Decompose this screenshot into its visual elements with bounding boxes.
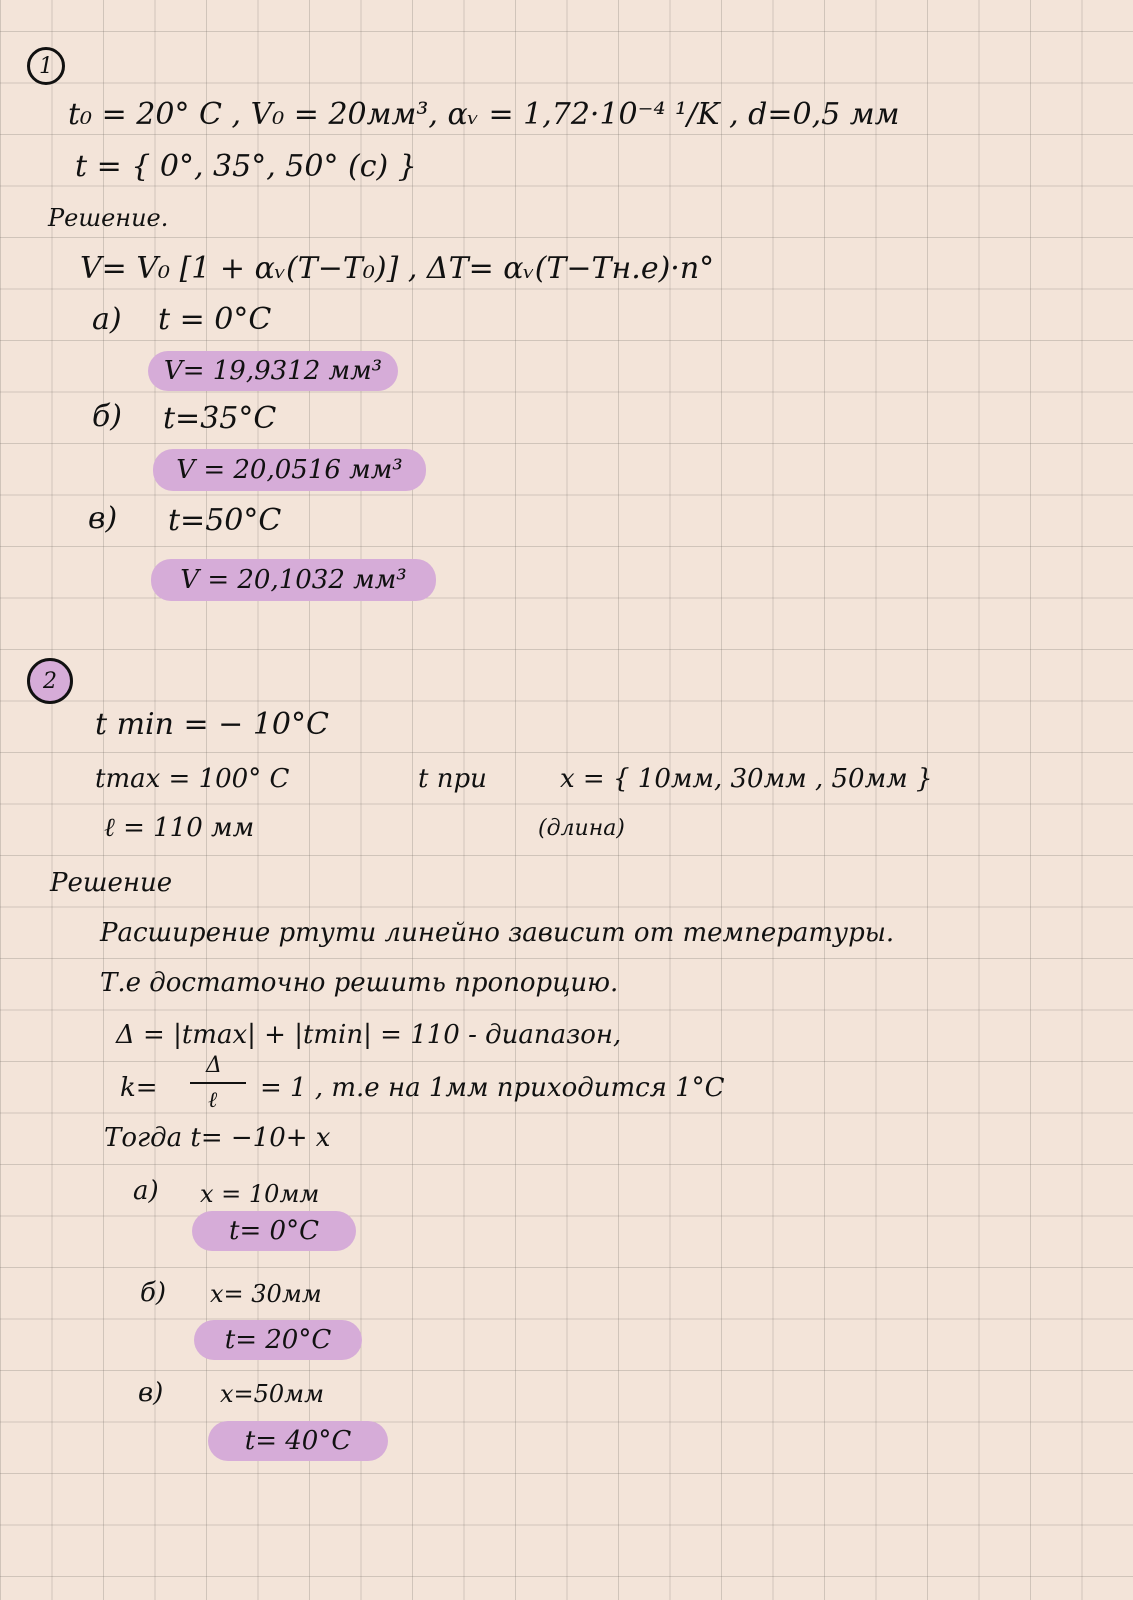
problem-2-k-prefix: k= [120, 1073, 158, 1103]
problem-2-case-c-condition: x=50мм [220, 1380, 324, 1408]
problem-2-case-c-label: в) [138, 1378, 164, 1408]
problem-2-case-b-answer: t= 20°C [194, 1320, 362, 1360]
problem-2-case-b-condition: x= 30мм [210, 1280, 322, 1308]
problem-2-text-line-2: Т.е достаточно решить пропорцию. [100, 968, 619, 998]
problem-1-number-badge [27, 47, 65, 85]
problem-2-t-min: t min = − 10°C [95, 707, 329, 742]
problem-2-length: ℓ = 110 мм [104, 813, 255, 843]
problem-1-case-b-condition: t=35°C [163, 401, 277, 436]
problem-2-delta-line: Δ = |tmax| + |tmin| = 110 - диапазон, [116, 1020, 622, 1050]
problem-2-number: 2 [43, 668, 57, 694]
problem-2-number-badge [27, 658, 73, 704]
problem-1-case-a-answer: V= 19,9312 мм³ [148, 351, 398, 391]
problem-2-k-numerator: Δ [206, 1053, 222, 1078]
problem-1-number: 1 [39, 53, 53, 79]
problem-2-then-line: Тогда t= −10+ x [104, 1123, 331, 1153]
problem-2-x-note: (длина) [538, 816, 625, 841]
problem-2-solution-label: Решение [50, 868, 173, 898]
problem-1-case-c-condition: t=50°C [168, 503, 282, 538]
problem-2-case-a-label: а) [133, 1176, 159, 1206]
problem-1-solution-label: Решение. [48, 204, 169, 232]
problem-1-given-line-2: t = { 0°, 35°, 50° (c) } [75, 149, 417, 184]
problem-1-given-line-1: t₀ = 20° C , V₀ = 20мм³, αᵥ = 1,72·10⁻⁴ ¹/K , d=0,5 мм [68, 97, 900, 132]
problem-2-case-c-answer: t= 40°C [208, 1421, 388, 1461]
problem-2-k-fraction-bar [190, 1082, 246, 1084]
problem-2-case-a-condition: x = 10мм [200, 1180, 320, 1208]
problem-2-case-b-label: б) [140, 1278, 167, 1308]
problem-1-formula: V= V₀ [1 + αᵥ(T−T₀)] , ΔT= αᵥ(T−Tн.е)·n° [80, 251, 715, 286]
problem-2-x-values: x = { 10мм, 30мм , 50мм } [560, 764, 933, 794]
problem-2-text-line-1: Расширение ртути линейно зависит от температуры. [100, 918, 895, 948]
problem-1-case-a-label: а) [92, 302, 122, 337]
problem-2-t-max: tmax = 100° C [95, 764, 290, 794]
problem-1-case-c-answer: V = 20,1032 мм³ [151, 559, 436, 601]
problem-1-case-c-label: в) [88, 501, 118, 536]
problem-1-case-a-condition: t = 0°C [158, 302, 272, 337]
problem-1-case-b-answer: V = 20,0516 мм³ [153, 449, 426, 491]
problem-2-case-a-answer: t= 0°C [192, 1211, 356, 1251]
problem-1-case-b-label: б) [92, 399, 123, 434]
problem-2-k-rest: = 1 , т.е на 1мм приходится 1°C [260, 1073, 725, 1103]
problem-2-k-denominator: ℓ [208, 1088, 218, 1113]
problem-2-t-at: t при [418, 764, 487, 794]
